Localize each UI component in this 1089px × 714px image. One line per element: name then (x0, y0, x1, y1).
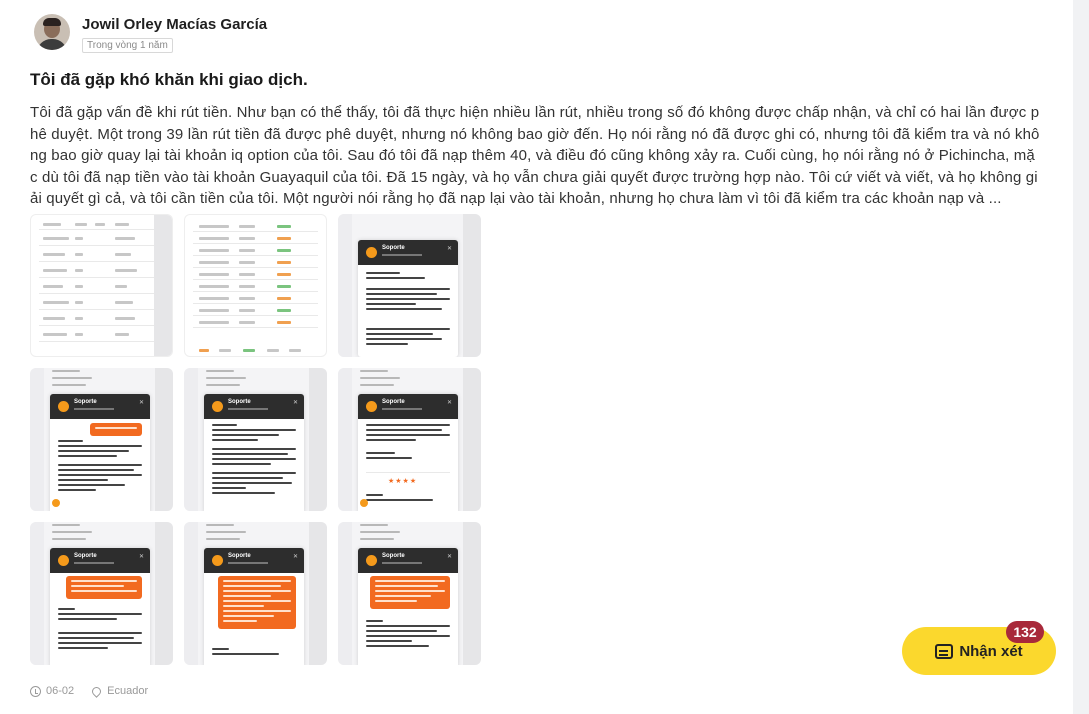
chat-bubble-icon (935, 644, 953, 659)
post-meta (30, 685, 148, 697)
post-date: 06-02 (46, 685, 75, 697)
post-title: Tôi đã gặp khó khăn khi giao dịch. (30, 70, 308, 89)
post-author (34, 14, 267, 53)
post-location: Ecuador (107, 685, 149, 697)
chat-title: Soporte (382, 553, 405, 559)
image-gallery (30, 214, 481, 665)
chat-title: Soporte (228, 399, 251, 405)
gallery-image[interactable]: Soporte ✕ (184, 522, 327, 665)
clock-icon (30, 686, 41, 697)
chat-title: Soporte (382, 399, 405, 405)
chat-title: Soporte (74, 399, 97, 405)
chat-title: Soporte (228, 553, 251, 559)
gallery-image[interactable] (30, 214, 173, 357)
gallery-image[interactable]: Soporte ✕ (184, 368, 327, 511)
gallery-image[interactable]: Soporte ✕ (338, 214, 481, 357)
author-name[interactable]: Jowil Orley Macías García (82, 16, 268, 33)
gallery-image[interactable]: Soporte ✕ ★★★★ (338, 368, 481, 511)
author-tenure-badge: Trong vòng 1 năm (82, 38, 173, 53)
gallery-image[interactable]: Soporte ✕ (30, 522, 173, 665)
location-pin-icon (90, 685, 103, 698)
comment-button-label: Nhận xét (959, 642, 1023, 660)
page-scrollbar[interactable] (1073, 0, 1089, 714)
gallery-image[interactable] (184, 214, 327, 357)
avatar[interactable] (34, 14, 70, 50)
rating-stars: ★★★★ (388, 478, 418, 485)
comment-count-badge: 132 (1006, 621, 1044, 643)
gallery-image[interactable]: Soporte ✕ (30, 368, 173, 511)
gallery-image[interactable]: Soporte ✕ (338, 522, 481, 665)
author-info (82, 14, 267, 53)
chat-title: Soporte (74, 553, 97, 559)
post-body: Tôi đã gặp vấn đề khi rút tiền. Như bạn có thể thấy, tôi đã thực hiện nhiều lần rút, nhiều trong số đó không được chấp nhận, và chỉ có hai lần được phê duyệt. Một trong 39 lần rút tiền đã được phê duyệt, nhưng nó không bao giờ đến. Họ nói rằng nó đã được ghi có, nhưng tôi đã kiểm tra và nó không bao giờ quay lại tài khoản iq option của tôi. Sau đó tôi đã nạp thêm 40, và điều đó cũng không xảy ra. Cuối cùng, họ nói rằng nó ở Pichincha, mặc dù tôi đã nạp tiền vào tài khoản Guayaquil của tôi. Đã 15 ngày, và họ vẫn chưa giải quyết được trường hợp nào. Tôi cứ viết và viết, và họ không giải quyết gì cả, và tôi cần tiền của tôi. Một người nói rằng họ đã nạp lại vào tài khoản, nhưng họ chưa làm vì tôi đã kiểm tra các khoản nạp và ... (30, 104, 1040, 207)
chat-title: Soporte (382, 245, 405, 251)
